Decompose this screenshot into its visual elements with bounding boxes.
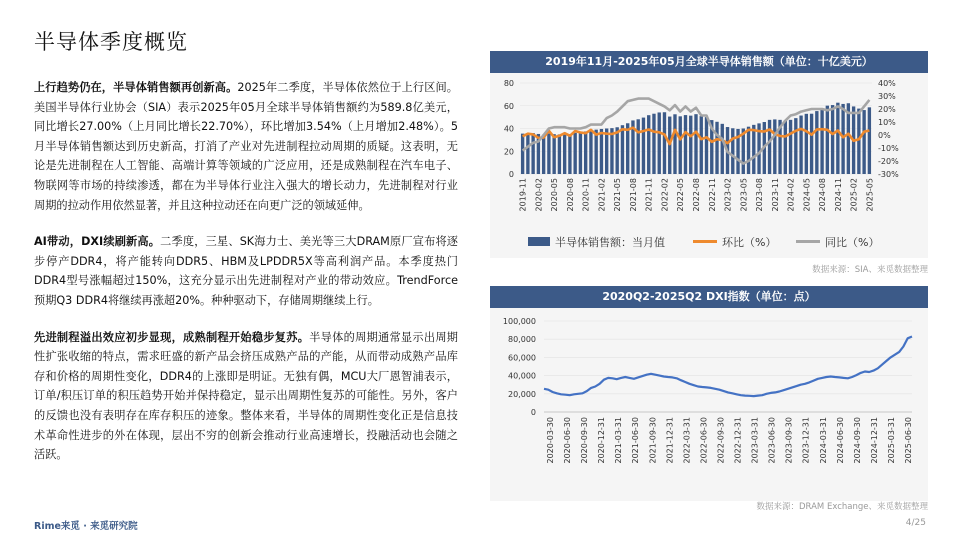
sales-bar xyxy=(642,118,645,174)
x-tick-label: 2022-11 xyxy=(707,178,717,212)
x-tick-label: 2021-11 xyxy=(644,178,654,212)
x-tick-label: 2023-11 xyxy=(770,178,780,212)
sales-bar xyxy=(521,134,524,174)
sales-bar xyxy=(705,117,708,174)
page-number: 4/25 xyxy=(905,518,926,528)
x-tick-label: 2023-05 xyxy=(739,178,749,212)
y-left-tick-label: 40 xyxy=(503,124,514,134)
sales-bar xyxy=(652,114,655,174)
sales-chart-panel xyxy=(490,51,928,275)
y-left-tick-label: 80 xyxy=(503,79,514,88)
x-tick-label: 2024-02 xyxy=(786,178,796,212)
y-right-tick-label: 10% xyxy=(878,118,896,127)
paragraph-1-body: 2025年二季度，半导体依然位于上行区间。美国半导体行业协会（SIA）表示2025年05月全球半导体销售额约为589.8亿美元，同比增长27.00%（上月同比增长22.70%），环比增加3.54%（上月增加2.48%）。5月半导体销售额达到历史新高，打消了产业对先进制程拉动周期的质疑。这表明，无论是先进制程在人工智能、高端计算等领域的广泛应用，还是成熟制程在汽车电子、物联网等市场的持续渗透，都在为半导体行业注入强大的增长动力，先进制程对行业周期的拉动作用依然显著，并且这种拉动还在向更广泛的领域延伸。 xyxy=(34,81,458,212)
x-tick-label: 2020-03-30 xyxy=(546,417,555,464)
sales-bar xyxy=(673,114,676,174)
legend-label: 半导体销售额：当月值 xyxy=(555,236,665,249)
y-tick-label: 20,000 xyxy=(508,389,536,399)
x-tick-label: 2021-05 xyxy=(613,178,623,212)
x-tick-label: 2025-03-31 xyxy=(886,417,896,464)
x-tick-label: 2024-08 xyxy=(818,178,828,212)
x-tick-label: 2020-02 xyxy=(534,178,544,212)
footer-logo: Rime来觅 · 来觅研究院 xyxy=(34,521,138,532)
y-right-tick-label: -30% xyxy=(878,170,899,179)
y-right-tick-label: 0% xyxy=(878,131,891,140)
x-tick-label: 2022-12-31 xyxy=(733,417,743,464)
y-tick-label: 60,000 xyxy=(508,353,536,363)
legend-bar-swatch xyxy=(528,237,550,246)
sales-bar xyxy=(773,119,776,174)
x-tick-label: 2024-03-31 xyxy=(818,417,828,464)
sales-bar xyxy=(700,116,703,174)
sales-bar xyxy=(857,109,860,174)
sales-bar xyxy=(621,125,624,174)
x-tick-label: 2025-05 xyxy=(865,178,875,212)
sales-bar xyxy=(684,115,687,174)
sales-bar xyxy=(721,124,724,174)
sales-bar xyxy=(616,127,619,174)
paragraph-3-heading: 先进制程溢出效应初步显现，成熟制程开始稳步复苏。 xyxy=(34,330,310,344)
sales-bar xyxy=(605,129,608,175)
y-right-tick-label: -10% xyxy=(878,144,899,153)
x-tick-label: 2020-12-31 xyxy=(597,417,607,464)
sales-bar xyxy=(752,125,755,174)
paragraph-2-body: 二季度，三星、SK海力士、美光等三大DRAM原厂宣布将逐步停产DDR4，将产能转向DDR5、HBM及LPDDR5X等高利润产品。本季度热门DDR4型号涨幅超过150%，这充分显示出先进制程对产业的带动效应。TrendForce预期Q3 DDR4将继续再涨超20%。种种驱动下，存储周期继续上行。 xyxy=(34,235,458,307)
x-tick-label: 2021-08 xyxy=(628,178,638,212)
x-tick-label: 2020-08 xyxy=(565,178,575,212)
sales-bar xyxy=(810,114,813,174)
sales-bar xyxy=(558,134,561,174)
sales-bar xyxy=(579,132,582,174)
dxi-chart-source: 数据来源：DRAM Exchange、来觅数据整理 xyxy=(756,502,928,512)
paragraph-2-heading: AI带动，DXI续刷新高。 xyxy=(34,235,161,249)
sales-bar xyxy=(542,135,545,174)
sales-bar xyxy=(820,108,823,174)
sales-bar xyxy=(715,122,718,174)
sales-bar xyxy=(647,115,650,174)
paragraph-2 xyxy=(34,232,458,310)
x-tick-label: 2022-06-30 xyxy=(699,417,709,464)
sales-bar xyxy=(526,133,529,174)
sales-bar xyxy=(658,112,661,174)
sales-bar xyxy=(663,112,666,174)
sales-bar xyxy=(589,130,592,174)
x-tick-label: 2023-06-30 xyxy=(767,417,777,464)
x-tick-label: 2020-06-30 xyxy=(563,417,573,464)
sales-bar xyxy=(794,118,797,174)
sales-bar xyxy=(679,116,682,174)
sales-bar xyxy=(768,120,771,174)
sales-bar xyxy=(868,107,871,174)
x-tick-label: 2022-02 xyxy=(660,178,670,212)
x-tick-label: 2024-12-31 xyxy=(869,417,879,464)
sales-bar xyxy=(531,133,534,174)
sales-bar xyxy=(594,130,597,174)
sales-bar xyxy=(815,111,818,174)
sales-bar xyxy=(568,134,571,174)
dxi-chart-svg xyxy=(490,308,928,501)
sales-bar xyxy=(584,131,587,174)
sales-bar xyxy=(862,110,865,174)
y-tick-label: 100,000 xyxy=(502,317,536,326)
x-tick-label: 2024-11 xyxy=(833,178,843,212)
x-tick-label: 2023-12-31 xyxy=(801,417,811,464)
x-tick-label: 2021-02 xyxy=(597,178,607,212)
paragraph-3 xyxy=(34,328,458,465)
sales-chart-source: 数据来源：SIA、来觅数据整理 xyxy=(812,265,928,275)
x-tick-label: 2024-05 xyxy=(802,178,812,212)
sales-chart-area xyxy=(490,73,928,258)
sales-chart-title: 2019年11月-2025年05月全球半导体销售额（单位：十亿美元） xyxy=(490,51,928,73)
sales-bar xyxy=(637,119,640,174)
sales-bar xyxy=(600,129,603,174)
x-tick-label: 2022-08 xyxy=(692,178,701,212)
sales-bar xyxy=(694,114,697,174)
x-tick-label: 2021-09-30 xyxy=(648,417,658,464)
y-right-tick-label: 40% xyxy=(878,79,896,88)
x-tick-label: 2023-08 xyxy=(755,178,765,212)
x-tick-label: 2023-02 xyxy=(723,178,733,212)
sales-bar xyxy=(563,134,566,174)
x-tick-label: 2022-05 xyxy=(676,178,686,212)
sales-bar xyxy=(573,133,576,174)
paragraph-3-body: 半导体的周期通常显示出周期性扩张收缩的特点，需求旺盛的新产品会挤压成熟产品的产能，从而带动成熟产品库存和价格的周期性变化，DDR4的上涨即是明证。无独有偶，MCU大厂恩智浦表示，订单/积压订单的积压趋势开始并保持稳定，显示出周期性复苏的可能性。另外，客户的反馈也没有表明存在库存积压的迹象。整体来看，半导体的周期性变化正是信息技术革命性进步的外在体现，层出不穷的创新会推动行业高速增长，投融活动也会随之活跃。 xyxy=(34,330,458,462)
dxi-chart-panel xyxy=(490,286,928,512)
paragraph-1-heading: 上行趋势仍在，半导体销售额再创新高。 xyxy=(34,81,238,94)
dxi-line xyxy=(544,337,912,397)
x-tick-label: 2020-09-30 xyxy=(580,417,590,464)
sales-bar xyxy=(552,134,555,174)
dxi-chart-area xyxy=(490,308,928,501)
y-tick-label: 40,000 xyxy=(508,371,536,381)
sales-bar xyxy=(689,116,692,174)
sales-bar xyxy=(826,106,829,174)
sales-bar xyxy=(799,116,802,174)
sales-bar xyxy=(831,105,834,174)
y-left-tick-label: 0 xyxy=(508,170,514,179)
y-right-tick-label: 20% xyxy=(878,105,896,114)
sales-bar xyxy=(805,114,808,174)
y-right-tick-label: 30% xyxy=(878,92,896,101)
x-tick-label: 2022-03-31 xyxy=(682,417,692,464)
x-tick-label: 2025-02 xyxy=(849,178,859,212)
x-tick-label: 2020-11 xyxy=(581,178,591,212)
x-tick-label: 2022-09-30 xyxy=(716,417,726,464)
page-title: 半导体季度概览 xyxy=(34,30,188,54)
x-tick-label: 2024-06-30 xyxy=(835,417,845,464)
sales-bar xyxy=(836,103,839,174)
y-right-tick-label: -20% xyxy=(878,157,899,166)
sales-bar xyxy=(789,120,792,174)
sales-bar xyxy=(784,120,787,174)
y-tick-label: 0 xyxy=(530,408,536,417)
x-tick-label: 2023-09-30 xyxy=(784,417,794,464)
sales-chart-svg xyxy=(490,73,928,258)
legend-label: 同比（%） xyxy=(825,236,880,249)
sales-bar xyxy=(841,104,844,174)
dxi-chart-title: 2020Q2-2025Q2 DXI指数（单位：点） xyxy=(490,286,928,308)
x-tick-label: 2025-06-30 xyxy=(904,417,913,464)
x-tick-label: 2021-06-30 xyxy=(631,417,641,464)
legend-label: 环比（%） xyxy=(722,236,777,249)
y-tick-label: 80,000 xyxy=(508,335,536,345)
text-column xyxy=(34,78,458,482)
x-tick-label: 2023-03-31 xyxy=(750,417,760,464)
x-tick-label: 2019-11 xyxy=(518,178,528,212)
y-left-tick-label: 20 xyxy=(503,147,514,157)
sales-bar xyxy=(731,128,734,174)
x-tick-label: 2020-05 xyxy=(550,178,560,212)
paragraph-1 xyxy=(34,78,458,215)
sales-bar xyxy=(547,134,550,174)
x-tick-label: 2021-03-31 xyxy=(614,417,624,464)
y-left-tick-label: 60 xyxy=(503,101,514,111)
x-tick-label: 2024-09-30 xyxy=(852,417,862,464)
sales-bar xyxy=(747,127,750,174)
x-tick-label: 2021-12-31 xyxy=(665,417,675,464)
